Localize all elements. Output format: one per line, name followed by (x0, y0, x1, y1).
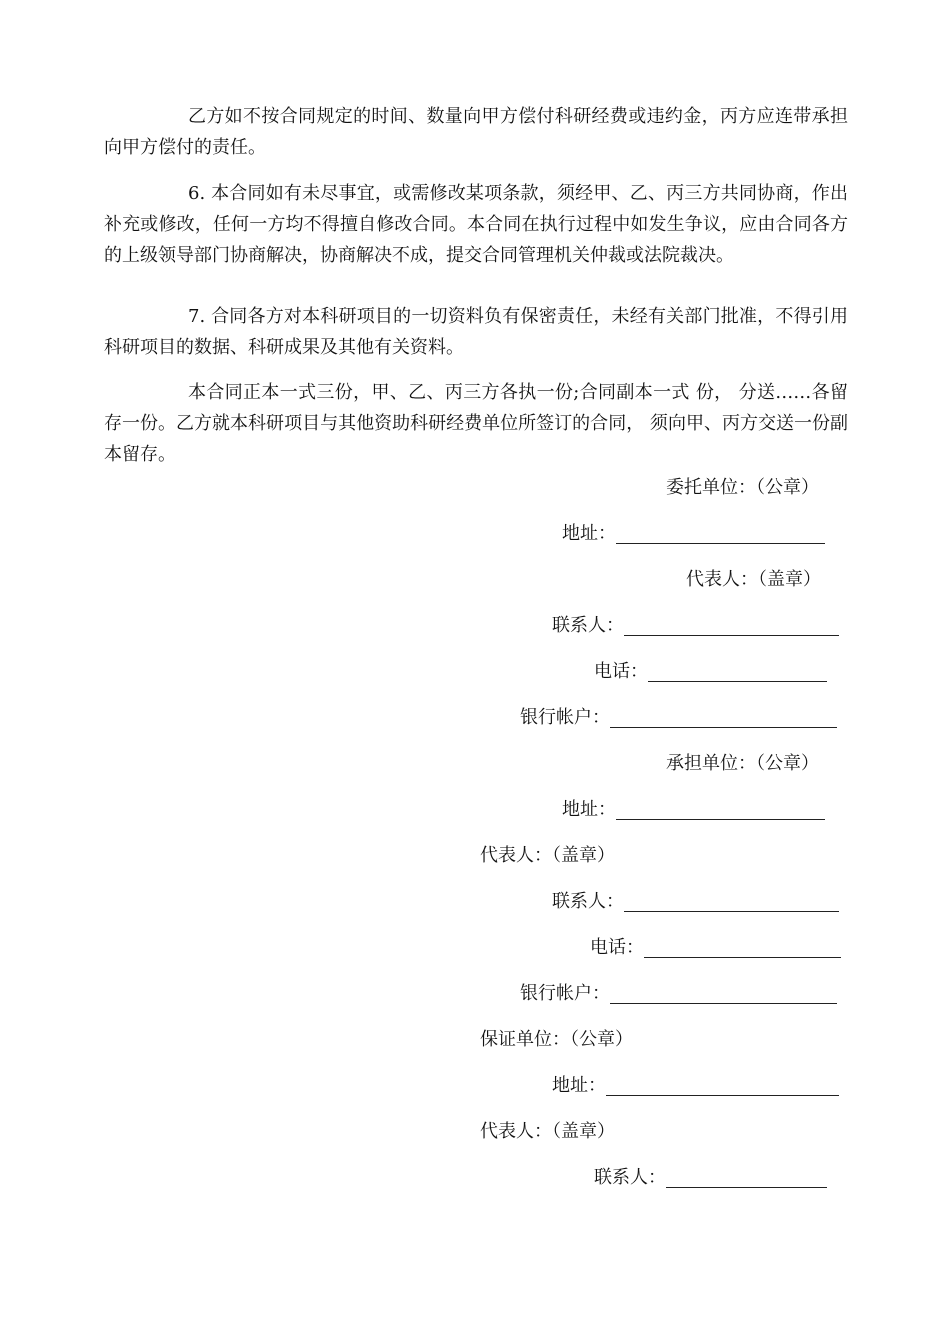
guarantor-contact-blank[interactable] (666, 1169, 827, 1188)
entrusting-address-label: 地址： (562, 523, 616, 544)
entrusting-phone-field[interactable] (594, 660, 827, 684)
guarantor-rep-label (480, 1120, 615, 1144)
undertaking-phone-field[interactable] (590, 936, 841, 960)
entrusting-rep-label (686, 568, 821, 592)
paragraph-clause-6: 6. 本合同如有未尽事宜，或需修改某项条款，须经甲、乙、丙三方共同协商，作出补充或修改，任何一方均不得擅自修改合同。本合同在执行过程中如发生争议，应由合同各方的上级领导部门协商解决，协商解决不成，提交合同管理机关仲裁或法院裁决。 (104, 183, 848, 266)
entrusting-phone-blank[interactable] (648, 663, 827, 682)
entrusting-contact-blank[interactable] (624, 617, 839, 636)
undertaking-phone-label: 电话： (590, 937, 644, 958)
undertaking-address-label: 地址： (562, 799, 616, 820)
guarantor-address-label: 地址： (552, 1075, 606, 1096)
undertaking-bank-label: 银行帐户： (520, 983, 610, 1004)
undertaking-phone-blank[interactable] (644, 939, 841, 958)
guarantor-contact-label: 联系人： (594, 1167, 666, 1188)
undertaking-address-blank[interactable] (616, 801, 825, 820)
entrusting-unit-label (666, 476, 819, 500)
paragraph-copies: 本合同正本一式三份，甲、乙、丙三方各执一份;合同副本一式 份， 分送……各留存一份。乙方就本科研项目与其他资助科研经费单位所签订的合同， 须向甲、丙方交送一份副本留存。 (104, 382, 848, 465)
entrusting-bank-label: 银行帐户： (520, 707, 610, 728)
undertaking-unit-text: 承担单位：（公章） (666, 753, 819, 774)
guarantor-contact-field[interactable] (594, 1166, 827, 1190)
entrusting-phone-label: 电话： (594, 661, 648, 682)
entrusting-contact-label: 联系人： (552, 615, 624, 636)
undertaking-bank-blank[interactable] (610, 985, 837, 1004)
undertaking-contact-label: 联系人： (552, 891, 624, 912)
guarantor-unit-text: 保证单位：（公章） (480, 1029, 633, 1050)
entrusting-address-blank[interactable] (616, 525, 825, 544)
entrusting-bank-blank[interactable] (610, 709, 837, 728)
undertaking-rep-label (480, 844, 615, 868)
guarantor-address-field[interactable] (552, 1074, 839, 1098)
entrusting-bank-field[interactable] (520, 706, 837, 730)
undertaking-contact-blank[interactable] (624, 893, 839, 912)
entrusting-unit-text: 委托单位：（公章） (666, 477, 819, 498)
guarantor-rep-text: 代表人：（盖章） (480, 1121, 615, 1142)
undertaking-bank-field[interactable] (520, 982, 837, 1006)
guarantor-address-blank[interactable] (606, 1077, 839, 1096)
undertaking-rep-text: 代表人：（盖章） (480, 845, 615, 866)
undertaking-unit-label (666, 752, 819, 776)
paragraph-clause-7: 7. 合同各方对本科研项目的一切资料负有保密责任，未经有关部门批准，不得引用科研项目的数据、科研成果及其他有关资料。 (104, 306, 848, 358)
entrusting-contact-field[interactable] (552, 614, 839, 638)
entrusting-address-field[interactable] (562, 522, 825, 546)
undertaking-address-field[interactable] (562, 798, 825, 822)
guarantor-unit-label (480, 1028, 633, 1052)
entrusting-rep-text: 代表人：（盖章） (686, 569, 821, 590)
paragraph-compensation-liability: 乙方如不按合同规定的时间、数量向甲方偿付科研经费或违约金，丙方应连带承担向甲方偿付的责任。 (104, 106, 848, 158)
undertaking-contact-field[interactable] (552, 890, 839, 914)
